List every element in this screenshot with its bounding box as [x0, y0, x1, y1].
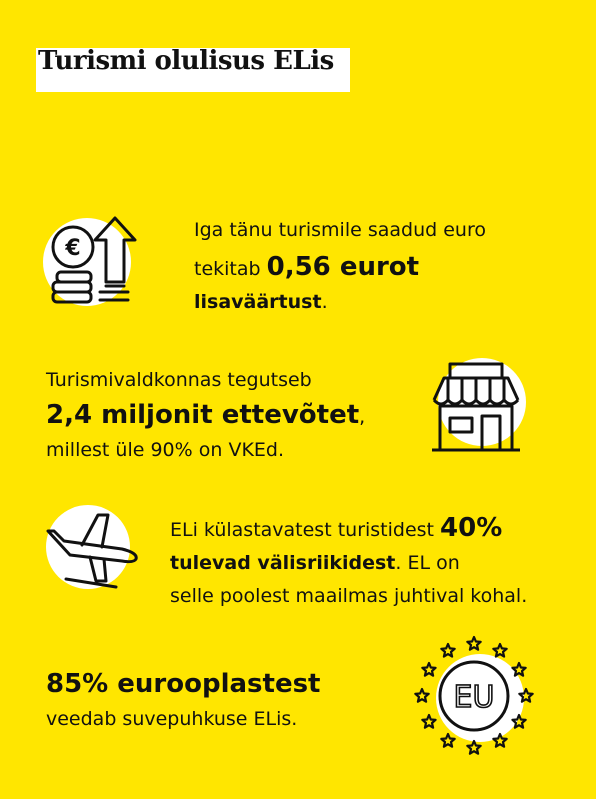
stat3-line1: ELi külastavatest turistidest 40% — [170, 513, 503, 543]
star-icon — [493, 644, 506, 657]
stat1-line2: tekitab 0,56 eurot — [194, 252, 420, 282]
star-icon — [422, 715, 435, 728]
stat2-highlight: 2,4 miljonit ettevõtet — [46, 400, 360, 430]
star-icon — [467, 741, 480, 754]
stat1-line3: lisaväärtust. — [194, 291, 328, 313]
star-icon — [441, 644, 454, 657]
euro-symbol: € — [65, 236, 81, 261]
euro-growth-icon — [40, 210, 140, 310]
stat4-highlight: 85% eurooplastest — [46, 669, 321, 699]
star-icon — [441, 734, 454, 747]
star-icon — [415, 689, 428, 702]
eu-stars-icon — [408, 634, 540, 758]
stat2-line1: Turismivaldkonnas tegutseb — [46, 369, 312, 391]
stat-block-businesses — [46, 364, 365, 467]
stat-block-foreign-tourists — [170, 512, 527, 613]
stat1-highlight: 0,56 eurot — [266, 252, 420, 282]
stat-block-eu-holidays — [46, 668, 321, 736]
airplane-icon — [42, 505, 146, 595]
stat1-line1: Iga tänu turismile saadud euro — [194, 219, 486, 241]
stat2-line2: 2,4 miljonit ettevõtet, — [46, 400, 366, 430]
star-icon — [512, 663, 525, 676]
eu-text: EU — [453, 680, 495, 715]
stat3-highlight: 40% — [440, 513, 503, 543]
stat3-line2: tulevad välisriikidest. EL on — [170, 552, 460, 574]
stat4-line2: veedab suvepuhkuse ELis. — [46, 708, 298, 730]
stat4-line1 — [46, 668, 321, 703]
stat-block-value-added — [194, 214, 486, 319]
star-icon — [467, 637, 480, 650]
stat2-line3: millest üle 90% on VKEd. — [46, 439, 285, 461]
star-icon — [422, 663, 435, 676]
page-title: Turismi olulisus ELis — [38, 46, 334, 76]
shop-icon — [424, 358, 528, 458]
stat3-line3: selle poolest maailmas juhtival kohal. — [170, 585, 528, 607]
